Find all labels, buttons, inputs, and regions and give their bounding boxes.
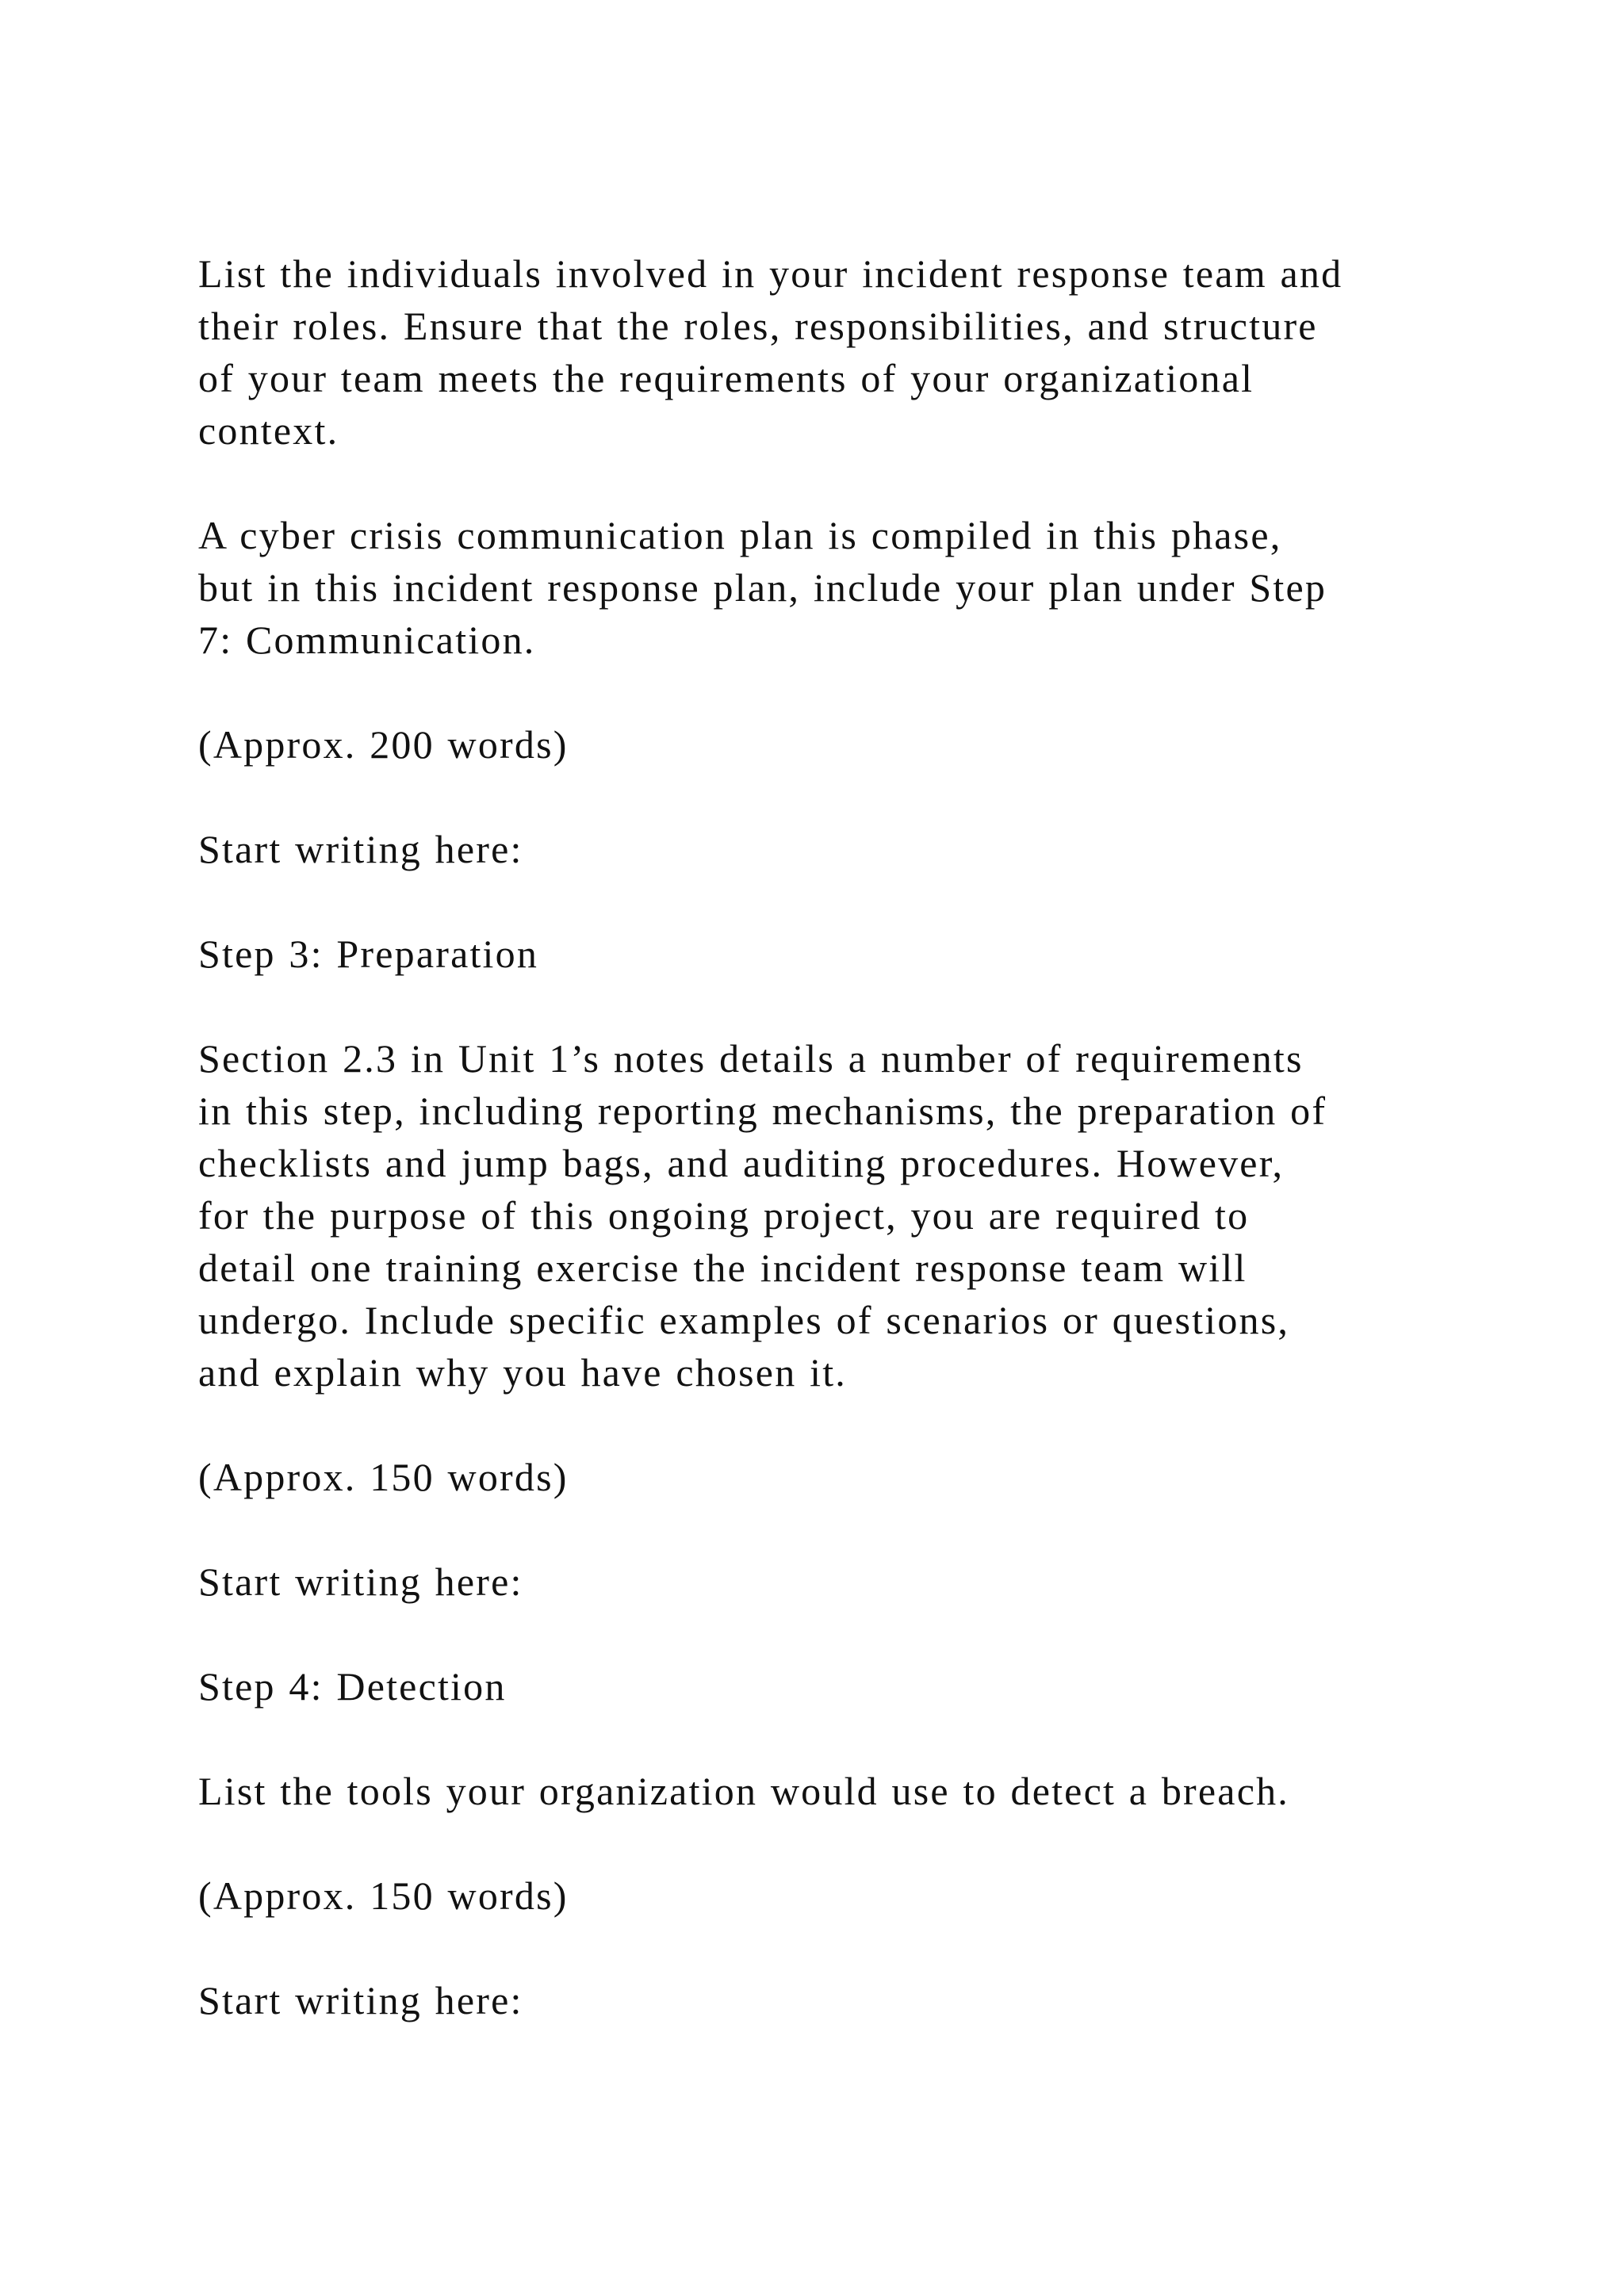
paragraph-start-writing-3	[198, 1974, 1467, 2026]
paragraph-step-4-heading	[198, 1660, 1467, 1712]
text-line: Step 4: Detection	[198, 1664, 507, 1709]
text-line: Step 3: Preparation	[198, 932, 539, 976]
text-line: context.	[198, 408, 339, 453]
text-line: undergo. Include specific examples of scenarios or questions,	[198, 1298, 1290, 1342]
paragraph-word-count-1	[198, 718, 1467, 771]
paragraph-word-count-3	[198, 1869, 1467, 1922]
text-line: A cyber crisis communication plan is compiled in this phase,	[198, 513, 1282, 557]
text-line: Section 2.3 in Unit 1’s notes details a number of requirements	[198, 1036, 1304, 1081]
paragraph-communication-plan-note	[198, 509, 1467, 666]
text-line: Start writing here:	[198, 1978, 523, 2022]
text-line: (Approx. 200 words)	[198, 722, 569, 767]
document-body	[198, 247, 1467, 2079]
paragraph-step-3-heading	[198, 928, 1467, 980]
paragraph-detection-instructions	[198, 1765, 1467, 1817]
text-line: List the individuals involved in your incident response team and	[198, 251, 1343, 296]
text-line: checklists and jump bags, and auditing procedures. However,	[198, 1141, 1285, 1185]
text-line: but in this incident response plan, include your plan under Step	[198, 565, 1327, 610]
text-line: their roles. Ensure that the roles, responsibilities, and structure	[198, 304, 1318, 348]
text-line: 7: Communication.	[198, 618, 536, 662]
text-line: (Approx. 150 words)	[198, 1873, 569, 1918]
paragraph-word-count-2	[198, 1451, 1467, 1503]
text-line: detail one training exercise the incident response team will	[198, 1246, 1247, 1290]
text-line: of your team meets the requirements of your organizational	[198, 356, 1254, 400]
paragraph-start-writing-2	[198, 1556, 1467, 1608]
text-line: List the tools your organization would use to detect a breach.	[198, 1769, 1289, 1813]
text-line: and explain why you have chosen it.	[198, 1350, 847, 1395]
text-line: (Approx. 150 words)	[198, 1455, 569, 1499]
text-line: Start writing here:	[198, 1559, 523, 1604]
text-line: in this step, including reporting mechanisms, the preparation of	[198, 1089, 1327, 1133]
paragraph-team-roles-instructions	[198, 247, 1467, 457]
text-line: Start writing here:	[198, 827, 523, 871]
paragraph-preparation-instructions	[198, 1032, 1467, 1399]
text-line: for the purpose of this ongoing project, you are required to	[198, 1193, 1250, 1238]
paragraph-start-writing-1	[198, 823, 1467, 875]
